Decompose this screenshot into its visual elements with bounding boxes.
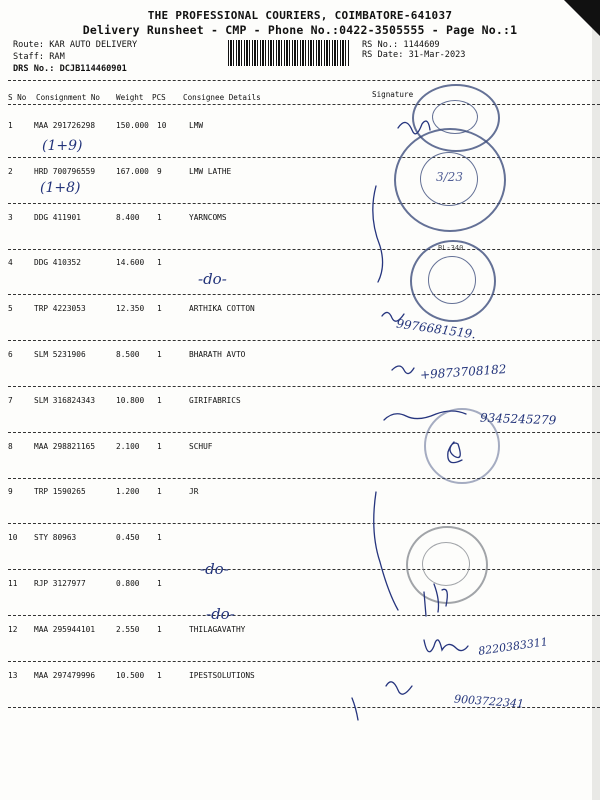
row-sno: 10	[8, 533, 18, 543]
route-label: Route: KAR AUTO DELIVERY	[13, 40, 138, 50]
row-pcs: 1	[157, 624, 162, 634]
row-consignee: ARTHIKA COTTON	[189, 304, 255, 314]
row-pcs: 1	[157, 212, 162, 222]
row12-signature	[424, 640, 468, 652]
runsheet-title: Delivery Runsheet - CMP - Phone No.:0422-3505555 - Page No.:1	[82, 23, 518, 37]
col-header-consignee: Consignee Details	[183, 93, 261, 102]
row-sno: 11	[8, 579, 18, 588]
row-consignee: YARNCOMS	[189, 212, 227, 222]
row-consignment-no: TRP 4223053	[34, 304, 86, 314]
row-pcs: 1	[157, 441, 162, 451]
row-consignment-no: SLM 316824343	[34, 395, 96, 405]
row-consignment-no: SLM 5231906	[34, 350, 86, 359]
row3-signature-stroke	[373, 186, 383, 282]
row-consignee: IPESTSOLUTIONS	[189, 670, 255, 680]
row13-phone: 9003722341	[453, 692, 525, 711]
col-header-weight: Weight	[116, 93, 144, 102]
row-pcs: 1	[157, 350, 162, 359]
row1-signature	[398, 121, 430, 134]
row-weight: 8.500	[116, 350, 140, 359]
row-consignee: SCHUF	[189, 441, 213, 451]
row-consignee: LMW LATHE	[189, 166, 232, 176]
staff-label: Staff: RAM	[13, 52, 65, 62]
row-consignee: GIRIFABRICS	[189, 395, 241, 405]
row-sno: 12	[8, 624, 18, 634]
rs-date: RS Date: 31-Mar-2023	[362, 50, 466, 60]
row-pcs: 1	[157, 670, 162, 680]
row-pcs: 1	[157, 579, 162, 588]
row-weight: 0.800	[116, 579, 140, 588]
row-consignment-no: STY 80963	[34, 533, 77, 543]
row-pcs: 1	[157, 258, 162, 268]
col-header-consignment: Consignment No	[36, 93, 101, 102]
row-consignee: BHARATH AVTO	[189, 350, 246, 359]
row11-signature	[424, 584, 447, 616]
row-sno: 7	[8, 395, 13, 405]
row-weight: 1.200	[116, 487, 140, 497]
row-pcs: 1	[157, 487, 162, 497]
row-weight: 10.800	[116, 395, 145, 405]
row-sno: 9	[8, 487, 13, 497]
row-consignment-no: MAA 298821165	[34, 441, 96, 451]
row-sno: 2	[8, 166, 13, 176]
row-sno: 5	[8, 304, 13, 314]
row5-phone: 9976681519.	[395, 316, 477, 342]
row-sno: 13	[8, 670, 18, 680]
row5-signature	[382, 312, 404, 321]
row-consignee: LMW	[189, 121, 204, 130]
col-header-pcs: PCS	[152, 93, 166, 102]
row-pcs: 1	[157, 395, 162, 405]
row-weight: 150.000	[116, 121, 149, 130]
row-pcs: 1	[157, 533, 162, 543]
row2-handwritten-note: (1+8)	[40, 180, 81, 196]
row-consignment-no: DDG 411901	[34, 212, 81, 222]
row2-stamp-date: 3/23	[436, 170, 463, 184]
row6-phone: +9873708182	[419, 362, 507, 382]
row4-stamp-code: BL-340	[438, 244, 464, 252]
row-consignment-no: HRD 700796559	[34, 166, 96, 176]
row9-signature-stroke	[374, 492, 398, 610]
row7-phone: 9345245279	[479, 410, 557, 428]
row-pcs: 9	[157, 166, 162, 176]
row-consignment-no: DDG 410352	[34, 258, 81, 268]
row12-phone: 8220383311	[477, 635, 549, 658]
row-weight: 2.550	[116, 624, 140, 634]
row6-signature	[392, 366, 414, 374]
row-consignee: JR	[189, 487, 199, 497]
row-consignment-no: MAA 295944101	[34, 624, 96, 634]
row-sno: 3	[8, 212, 13, 222]
row-pcs: 1	[157, 304, 162, 314]
row-sno: 4	[8, 258, 13, 268]
row4-ditto-mark: -do-	[198, 270, 227, 288]
row-weight: 8.400	[116, 212, 140, 222]
row-weight: 0.450	[116, 533, 140, 543]
row-consignee: THILAGAVATHY	[189, 624, 246, 634]
row-pcs: 10	[157, 121, 167, 130]
row10-ditto-mark: -do-	[200, 560, 229, 578]
drs-number: DRS No.: DCJB114460901	[13, 64, 127, 74]
rs-number: RS No.: 1144609	[362, 40, 440, 50]
row-weight: 12.350	[116, 304, 145, 314]
row-consignment-no: TRP 1590265	[34, 487, 86, 497]
row-weight: 167.000	[116, 166, 149, 176]
row-consignment-no: RJP 3127977	[34, 579, 86, 588]
row-sno: 1	[8, 121, 13, 130]
row13-left-signature	[352, 698, 358, 720]
row-sno: 6	[8, 350, 13, 359]
row-weight: 2.100	[116, 441, 140, 451]
row13-signature	[386, 682, 412, 694]
col-header-signature: Signature	[372, 90, 414, 99]
row7-signature	[384, 411, 466, 420]
row-consignment-no: MAA 291726298	[34, 121, 96, 130]
row-weight: 10.500	[116, 670, 145, 680]
row8-signature	[448, 442, 462, 463]
row11-ditto-mark: -do-	[206, 605, 235, 623]
col-header-sno: S No	[8, 93, 27, 102]
row1-handwritten-note: (1+9)	[42, 138, 83, 154]
row-weight: 14.600	[116, 258, 145, 268]
row-sno: 8	[8, 441, 13, 451]
row-consignment-no: MAA 297479996	[34, 670, 96, 680]
company-title: THE PROFESSIONAL COURIERS, COIMBATORE-641037	[147, 9, 453, 22]
